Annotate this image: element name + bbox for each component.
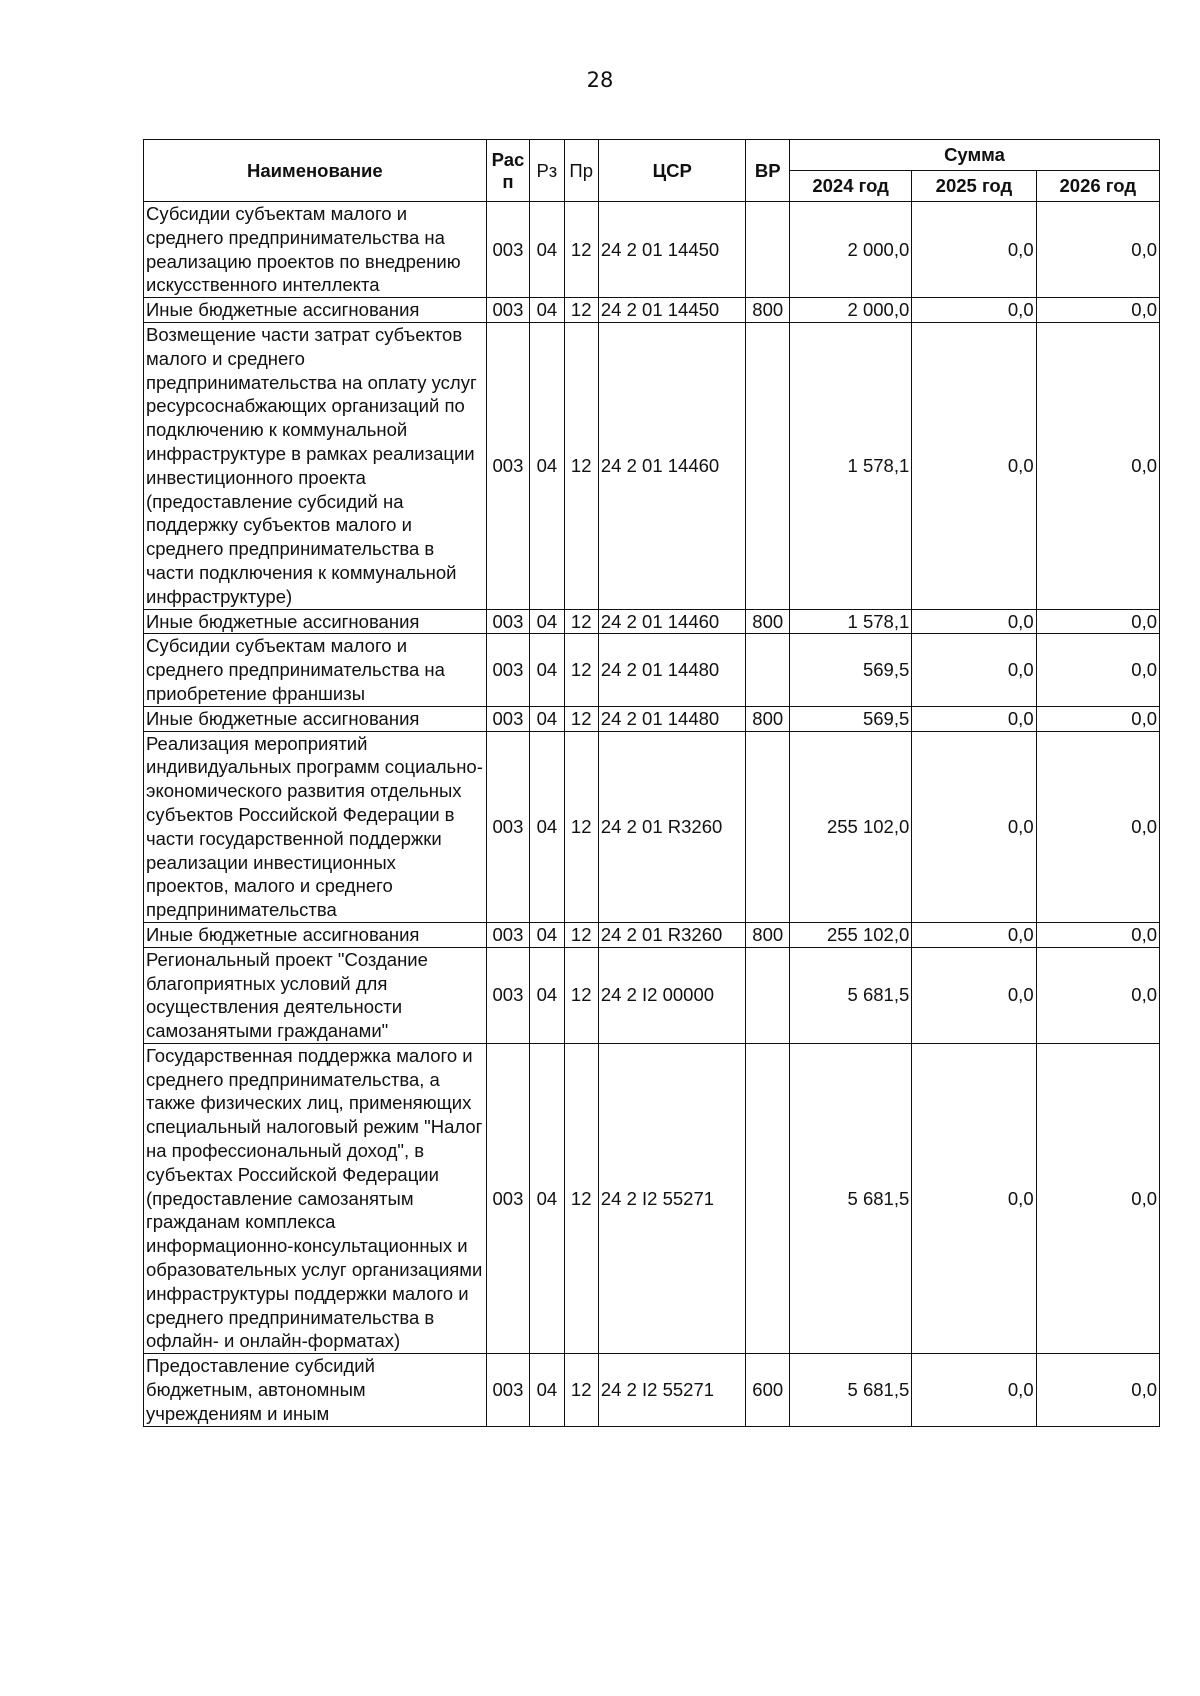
cell-2026: 0,0 [1036, 947, 1159, 1043]
table-row [144, 706, 1160, 731]
cell-csr: 24 2 I2 55271 [598, 1354, 746, 1426]
cell-name: Предоставление субсидий бюджетным, автономным учреждениям и иным [144, 1354, 487, 1426]
table-row [144, 202, 1160, 298]
cell-2024: 569,5 [789, 706, 911, 731]
cell-csr: 24 2 01 R3260 [598, 731, 746, 922]
table-row [144, 922, 1160, 947]
cell-rz: 04 [530, 322, 564, 609]
cell-csr: 24 2 01 14450 [598, 202, 746, 298]
cell-pr: 12 [564, 1354, 598, 1426]
cell-rasp: 003 [486, 322, 529, 609]
cell-vr: 800 [746, 922, 789, 947]
cell-rz: 04 [530, 731, 564, 922]
cell-rasp: 003 [486, 922, 529, 947]
cell-pr: 12 [564, 298, 598, 323]
table-row [144, 1354, 1160, 1426]
cell-2024: 2 000,0 [789, 298, 911, 323]
table-row [144, 322, 1160, 609]
cell-name: Субсидии субъектам малого и среднего предпринимательства на приобретение франшизы [144, 634, 487, 706]
header-vr: ВР [746, 140, 789, 202]
cell-2026: 0,0 [1036, 922, 1159, 947]
cell-rz: 04 [530, 634, 564, 706]
cell-2024: 569,5 [789, 634, 911, 706]
cell-2024: 255 102,0 [789, 922, 911, 947]
cell-name: Реализация мероприятий индивидуальных программ социально-экономического развития отдельных субъектов Российской Федерации в части государственной поддержки реализации инвестиционных проектов, малого и среднего предпринимательства [144, 731, 487, 922]
cell-csr: 24 2 01 R3260 [598, 922, 746, 947]
cell-name: Региональный проект "Создание благоприятных условий для осуществления деятельности самозанятыми гражданами" [144, 947, 487, 1043]
cell-rz: 04 [530, 1354, 564, 1426]
cell-rasp: 003 [486, 947, 529, 1043]
cell-2025: 0,0 [912, 947, 1036, 1043]
cell-pr: 12 [564, 706, 598, 731]
header-csr: ЦСР [598, 140, 746, 202]
cell-2025: 0,0 [912, 322, 1036, 609]
cell-2024: 2 000,0 [789, 202, 911, 298]
cell-2026: 0,0 [1036, 731, 1159, 922]
cell-rasp: 003 [486, 1043, 529, 1353]
cell-2024: 5 681,5 [789, 947, 911, 1043]
table-row [144, 947, 1160, 1043]
cell-2026: 0,0 [1036, 609, 1159, 634]
table-row [144, 609, 1160, 634]
cell-vr: 800 [746, 298, 789, 323]
header-rasp: Рас п [486, 140, 529, 202]
cell-rz: 04 [530, 202, 564, 298]
cell-rz: 04 [530, 922, 564, 947]
cell-2025: 0,0 [912, 706, 1036, 731]
header-rz: Рз [530, 140, 564, 202]
cell-vr: 800 [746, 706, 789, 731]
cell-2026: 0,0 [1036, 1354, 1159, 1426]
cell-2024: 1 578,1 [789, 322, 911, 609]
cell-rz: 04 [530, 609, 564, 634]
cell-2025: 0,0 [912, 731, 1036, 922]
header-2026: 2026 год [1036, 171, 1159, 202]
table-row [144, 634, 1160, 706]
cell-csr: 24 2 01 14460 [598, 609, 746, 634]
table-header [144, 140, 1160, 202]
cell-csr: 24 2 01 14460 [598, 322, 746, 609]
cell-rasp: 003 [486, 298, 529, 323]
cell-csr: 24 2 I2 55271 [598, 1043, 746, 1353]
cell-name: Иные бюджетные ассигнования [144, 298, 487, 323]
cell-rasp: 003 [486, 202, 529, 298]
cell-pr: 12 [564, 731, 598, 922]
cell-pr: 12 [564, 947, 598, 1043]
table-row [144, 298, 1160, 323]
cell-pr: 12 [564, 202, 598, 298]
cell-pr: 12 [564, 609, 598, 634]
budget-table [143, 139, 1160, 1427]
cell-2026: 0,0 [1036, 634, 1159, 706]
cell-vr: 600 [746, 1354, 789, 1426]
table-row [144, 731, 1160, 922]
cell-rasp: 003 [486, 1354, 529, 1426]
cell-vr [746, 731, 789, 922]
cell-rz: 04 [530, 298, 564, 323]
cell-rasp: 003 [486, 706, 529, 731]
cell-2024: 255 102,0 [789, 731, 911, 922]
cell-2026: 0,0 [1036, 1043, 1159, 1353]
cell-vr [746, 1043, 789, 1353]
page-number: 28 [586, 68, 614, 92]
cell-name: Иные бюджетные ассигнования [144, 609, 487, 634]
cell-vr [746, 634, 789, 706]
cell-vr [746, 202, 789, 298]
cell-csr: 24 2 01 14450 [598, 298, 746, 323]
cell-2026: 0,0 [1036, 322, 1159, 609]
cell-rasp: 003 [486, 634, 529, 706]
cell-name: Субсидии субъектам малого и среднего предпринимательства на реализацию проектов по внедрению искусственного интеллекта [144, 202, 487, 298]
cell-csr: 24 2 01 14480 [598, 706, 746, 731]
cell-2025: 0,0 [912, 202, 1036, 298]
cell-name: Иные бюджетные ассигнования [144, 922, 487, 947]
cell-2026: 0,0 [1036, 202, 1159, 298]
cell-2024: 5 681,5 [789, 1043, 911, 1353]
cell-2025: 0,0 [912, 634, 1036, 706]
cell-vr [746, 322, 789, 609]
cell-pr: 12 [564, 634, 598, 706]
cell-2024: 5 681,5 [789, 1354, 911, 1426]
cell-pr: 12 [564, 1043, 598, 1353]
cell-2025: 0,0 [912, 922, 1036, 947]
cell-2025: 0,0 [912, 1354, 1036, 1426]
header-2025: 2025 год [912, 171, 1036, 202]
cell-2025: 0,0 [912, 1043, 1036, 1353]
cell-2026: 0,0 [1036, 298, 1159, 323]
cell-name: Иные бюджетные ассигнования [144, 706, 487, 731]
cell-rz: 04 [530, 947, 564, 1043]
cell-pr: 12 [564, 322, 598, 609]
cell-csr: 24 2 I2 00000 [598, 947, 746, 1043]
cell-vr: 800 [746, 609, 789, 634]
table-row [144, 1043, 1160, 1353]
cell-rz: 04 [530, 706, 564, 731]
cell-rasp: 003 [486, 609, 529, 634]
cell-vr [746, 947, 789, 1043]
cell-rasp: 003 [486, 731, 529, 922]
header-name: Наименование [144, 140, 487, 202]
cell-2025: 0,0 [912, 609, 1036, 634]
cell-2025: 0,0 [912, 298, 1036, 323]
cell-rz: 04 [530, 1043, 564, 1353]
cell-csr: 24 2 01 14480 [598, 634, 746, 706]
cell-2026: 0,0 [1036, 706, 1159, 731]
cell-name: Возмещение части затрат субъектов малого и среднего предпринимательства на оплату услуг ресурсоснабжающих организаций по подключению к коммунальной инфраструктуре в рамках реализации инвестиционного проекта (предоставление субсидий на поддержку субъектов малого и среднего предпринимательства в части подключения к коммунальной инфраструктуре) [144, 322, 487, 609]
header-sum: Сумма [789, 140, 1159, 171]
cell-pr: 12 [564, 922, 598, 947]
cell-name: Государственная поддержка малого и среднего предпринимательства, а также физических лиц, применяющих специальный налоговый режим "Налог на профессиональный доход", в субъектах Российской Федерации (предоставление самозанятым гражданам комплекса информационно-консультационных и образовательных услуг организациями инфраструктуры поддержки малого и среднего предпринимательства в офлайн- и онлайн-форматах) [144, 1043, 487, 1353]
cell-2024: 1 578,1 [789, 609, 911, 634]
table-body [144, 202, 1160, 1427]
header-2024: 2024 год [789, 171, 911, 202]
header-pr: Пр [564, 140, 598, 202]
